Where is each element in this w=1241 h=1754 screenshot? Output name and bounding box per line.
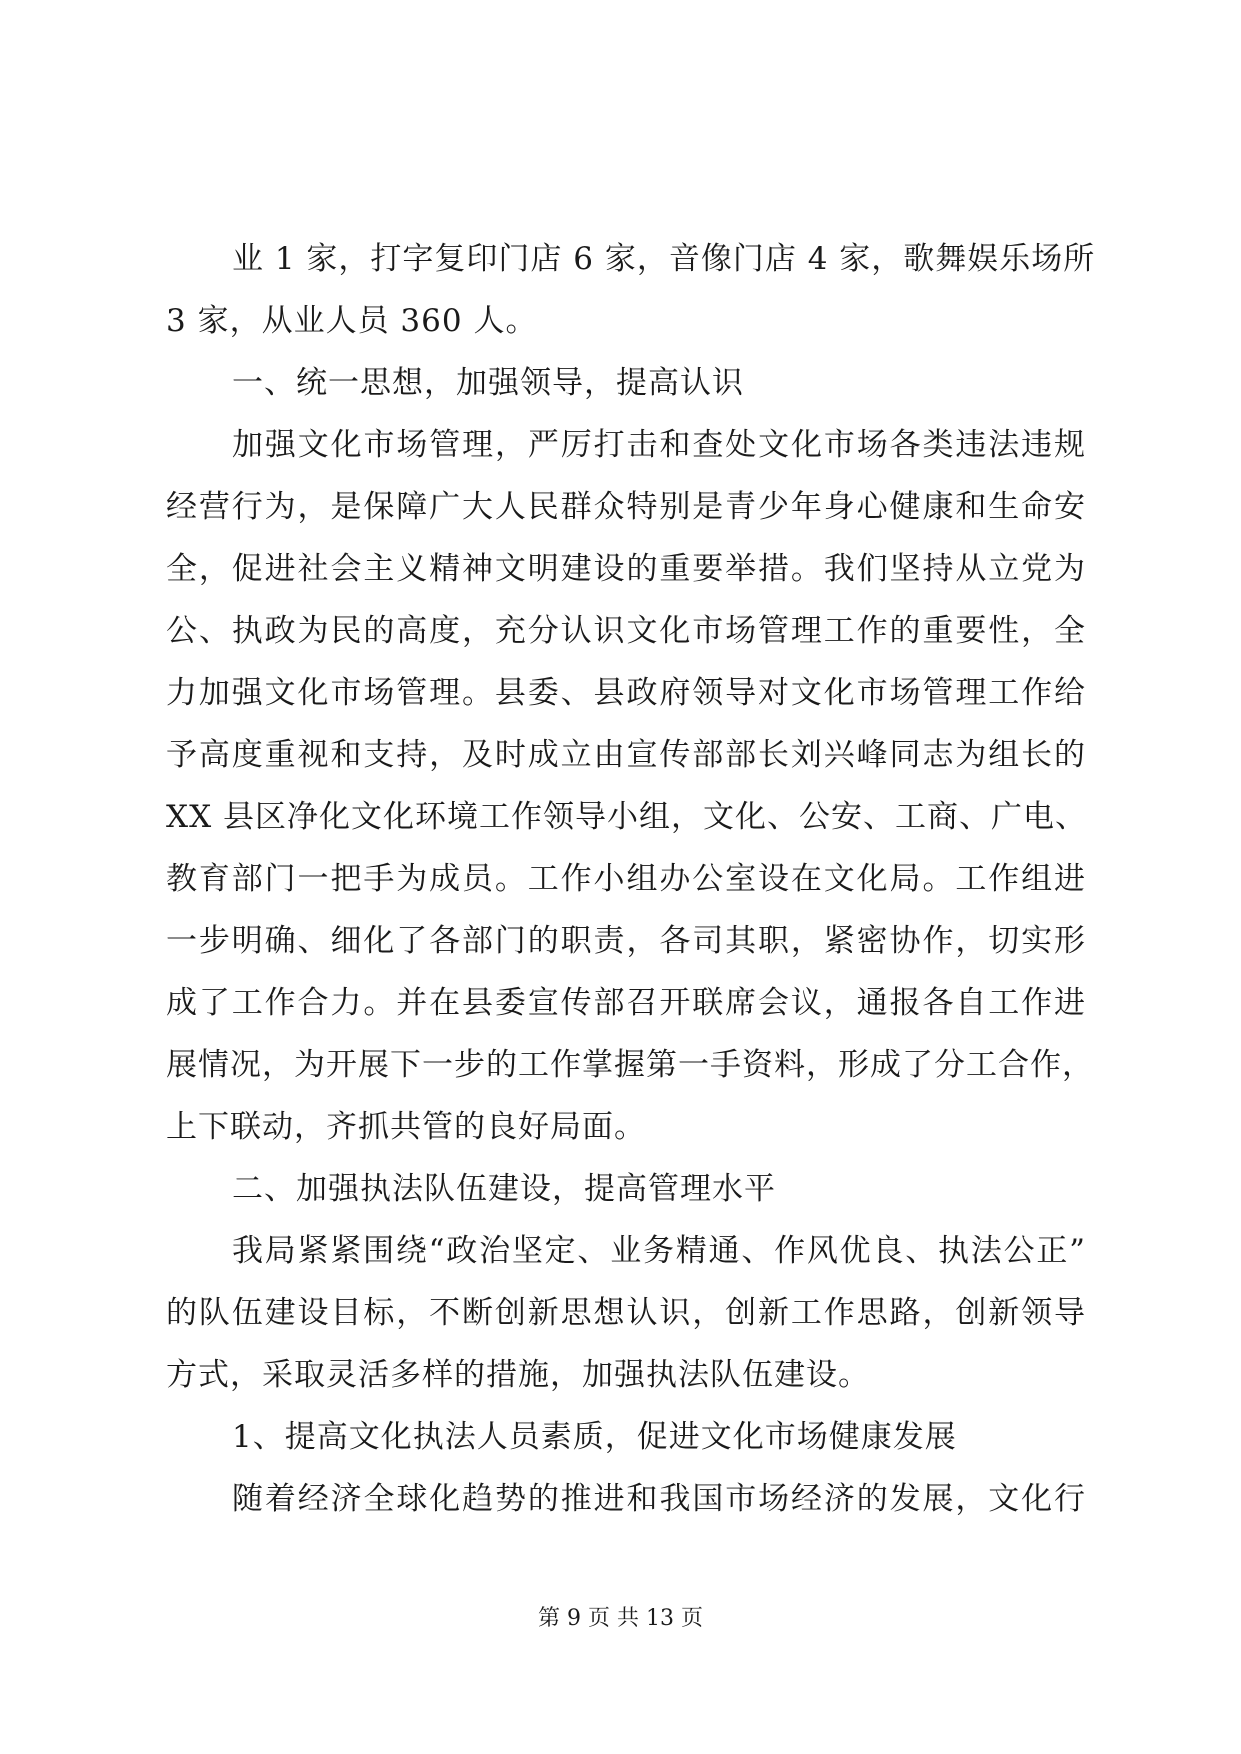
text-line: 加强文化市场管理，严厉打击和查处文化市场各类违法违规 <box>232 427 1086 463</box>
text-line: 上下联动，齐抓共管的良好局面。 <box>166 1109 646 1145</box>
text-line: 展情况，为开展下一步的工作掌握第一手资料，形成了分工合作， <box>166 1047 1094 1083</box>
text-line: 一步明确、细化了各部门的职责，各司其职，紧密协作，切实形 <box>166 923 1086 959</box>
subsection-heading: 1、提高文化执法人员素质，促进文化市场健康发展 <box>232 1419 957 1455</box>
text-line: 经营行为，是保障广大人民群众特别是青少年身心健康和生命安 <box>166 489 1086 525</box>
text-line: 随着经济全球化趋势的推进和我国市场经济的发展，文化行 <box>232 1481 1086 1517</box>
text-line: 全，促进社会主义精神文明建设的重要举措。我们坚持从立党为 <box>166 551 1086 587</box>
body-text <box>166 228 1096 1530</box>
text-line: 公、执政为民的高度，充分认识文化市场管理工作的重要性，全 <box>166 613 1086 649</box>
text-line: 教育部门一把手为成员。工作小组办公室设在文化局。工作组进 <box>166 861 1086 897</box>
section-heading: 一、统一思想，加强领导，提高认识 <box>232 365 744 401</box>
text-line: 成了工作合力。并在县委宣传部召开联席会议，通报各自工作进 <box>166 985 1086 1021</box>
text-line: 我局紧紧围绕“政治坚定、业务精通、作风优良、执法公正” <box>232 1233 1086 1269</box>
text-line: 的队伍建设目标，不断创新思想认识，创新工作思路，创新领导 <box>166 1295 1086 1331</box>
text-line: 力加强文化市场管理。县委、县政府领导对文化市场管理工作给 <box>166 675 1086 711</box>
text-line: XX 县区净化文化环境工作领导小组，文化、公安、工商、广电、 <box>166 799 1087 835</box>
page-footer: 第 9 页 共 13 页 <box>538 1606 703 1631</box>
text-line: 方式，采取灵活多样的措施，加强执法队伍建设。 <box>166 1357 870 1393</box>
text-line: 3 家，从业人员 360 人。 <box>166 303 538 339</box>
text-line: 予高度重视和支持，及时成立由宣传部部长刘兴峰同志为组长的 <box>166 737 1086 773</box>
section-heading: 二、加强执法队伍建设，提高管理水平 <box>232 1171 776 1207</box>
text-line: 业 1 家，打字复印门店 6 家，音像门店 4 家，歌舞娱乐场所 <box>232 241 1096 277</box>
